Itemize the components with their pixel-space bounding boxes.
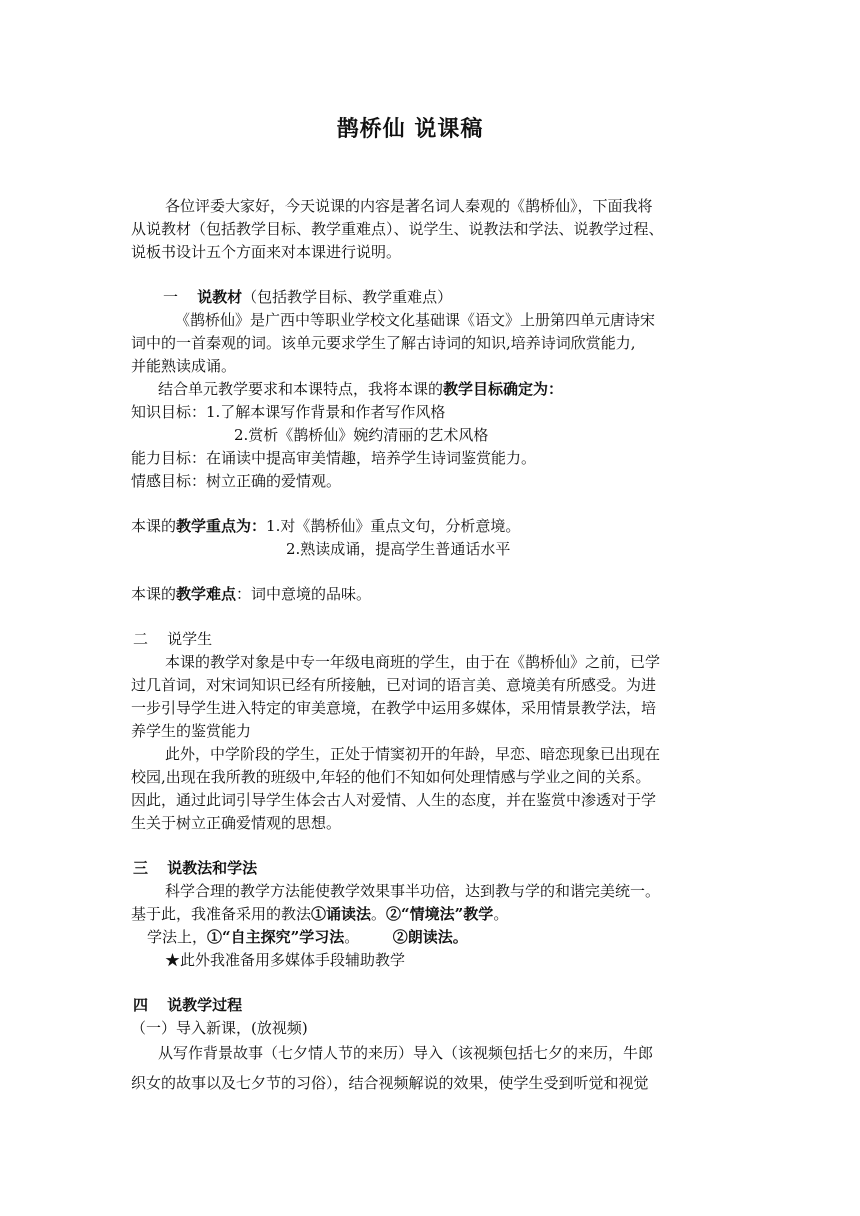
s3-method-sep: 。 [371,905,387,923]
s1-para1-line-3: 并能熟读成诵。 [131,357,237,375]
intro-line-2: 从说教材（包括教学目标、教学重难点）、说学生、说教法和学法、说教学过程、 [131,220,664,238]
s1-para1-line-1: 《鹊桥仙》是广西中等职业学校文化基础课《语文》上册第四单元唐诗宋 [175,311,656,329]
s1-goal-intro-bold: 教学目标确定为： [443,380,564,398]
section-1-heading [163,287,452,307]
section-3-title: 说教法和学法 [167,859,258,877]
s2-para1-line-3: 一步引导学生进入特定的审美意境，在教学中运用多媒体，采用情景教学法，培 [131,699,657,717]
s3-method-1: ①诵读法 [311,905,372,923]
s2-para1-line-4: 养学生的鉴赏能力 [131,722,252,740]
key-pre: 本课的 [131,517,177,535]
section-4-heading [133,995,242,1015]
document-title: 鹊桥仙 说课稿 [336,116,484,142]
section-1-note: （包括教学目标、教学重难点） [242,288,453,306]
key-bold: 教学重点为： [176,517,267,535]
s3-study-line [147,927,468,947]
s2-para2-line-4: 生关于树立正确爱情观的思想。 [131,814,342,832]
knowledge-goal-2: 2.赏析《鹊桥仙》婉约清丽的艺术风格 [234,426,489,444]
emotion-goal: 情感目标：树立正确的爱情观。 [131,472,342,490]
section-1-title: 说教材 [197,288,243,306]
difficulty-line [131,584,371,604]
s3-study-1: ①“自主探究”学习法 [207,928,345,946]
s4-sub-1: （一）导入新课，(放视频) [131,1019,308,1037]
key-point-line-1 [131,516,520,536]
key-item-1: 1.对《鹊桥仙》重点文句，分析意境。 [266,517,521,535]
section-4-number: 四 [133,996,149,1014]
key-point-line-2: 2.熟读成诵，提高学生普通话水平 [286,540,511,558]
s3-method-2: ②“情境法”教学 [386,905,494,923]
s3-para1-line-1: 科学合理的教学方法能使教学效果事半功倍，达到教与学的和谐完美统一。 [165,882,661,900]
s2-para2-line-3: 因此，通过此词引导学生体会古人对爱情、人生的态度，并在鉴赏中渗透对于学 [131,791,657,809]
s3-method-post: 。 [493,905,509,923]
intro-line-3: 说板书设计五个方面来对本课进行说明。 [131,243,402,261]
section-3-heading [133,858,257,878]
intro-line-1: 各位评委大家好，今天说课的内容是著名词人秦观的《鹊桥仙》，下面我将 [165,197,653,215]
s2-para1-line-2: 过几首词，对宋词知识已经有所接触，已对词的语言美、意境美有所感受。为进 [131,676,657,694]
s3-para1-line-2 [131,904,508,924]
s3-study-pre: 学法上， [147,928,208,946]
section-2-heading [133,629,212,649]
diff-pre: 本课的 [131,585,177,603]
section-1-number: 一 [163,288,179,306]
s4-para1-line-2: 织女的故事以及七夕节的习俗），结合视频解说的效果，使学生受到听觉和视觉 [131,1074,649,1092]
s3-method-pre: 基于此，我准备采用的教法 [131,905,312,923]
section-4-title: 说教学过程 [167,996,243,1014]
knowledge-goal-1: 知识目标：1.了解本课写作背景和作者写作风格 [131,403,446,421]
s1-goal-intro-text: 结合单元教学要求和本课特点，我将本课的 [158,380,444,398]
s3-study-2: ②朗读法。 [392,928,468,946]
section-2-title: 说学生 [167,630,213,648]
s3-study-sep: 。 [344,928,360,946]
ability-goal: 能力目标：在诵读中提高审美情趣，培养学生诗词鉴赏能力。 [131,449,537,467]
diff-bold: 教学难点 [176,585,237,603]
section-2-number: 二 [133,630,149,648]
s2-para1-line-1: 本课的教学对象是中专一年级电商班的学生，由于在《鹊桥仙》之前，已学 [165,653,661,671]
s4-para1-line-1: 从写作背景故事（七夕情人节的来历）导入（该视频包括七夕的来历，牛郎 [158,1044,654,1062]
s1-para1-line-2: 词中的一首秦观的词。该单元要求学生了解古诗词的知识,培养诗词欣赏能力, [131,334,636,352]
s3-star-line: ★此外我准备用多媒体手段辅助教学 [165,951,406,969]
diff-post: ：词中意境的品味。 [236,585,372,603]
s1-goal-intro [158,379,563,399]
section-3-number: 三 [133,859,149,877]
s2-para2-line-2: 校园,出现在我所教的班级中,年轻的他们不知如何处理情感与学业之间的关系。 [131,768,651,786]
s2-para2-line-1: 此外，中学阶段的学生，正处于情窦初开的年龄，早恋、暗恋现象已出现在 [165,745,661,763]
